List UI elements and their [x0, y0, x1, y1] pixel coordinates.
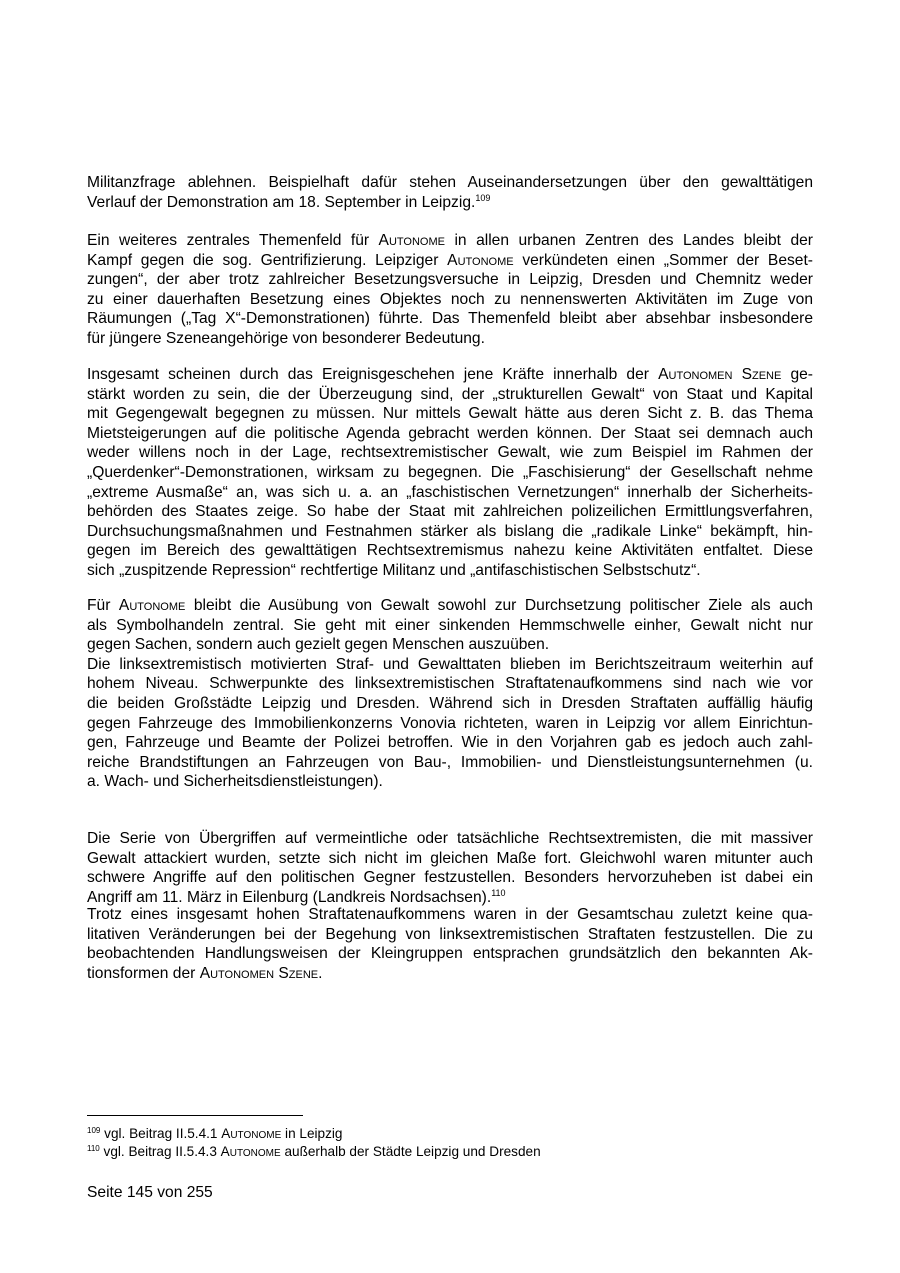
text-run: Verlauf der Demonstration am 18. September in Leipzig. [87, 193, 476, 211]
text-line [87, 193, 813, 213]
page-number: Seite 145 von 255 [87, 1184, 213, 1201]
text-line [87, 173, 813, 193]
text-line [87, 925, 813, 945]
text-line [87, 772, 813, 792]
text-line [87, 463, 813, 483]
text-run: Durchsuchungsmaßnahmen und Festnahmen stärker als bislang die „radikale Linke“ bekämpft, hin- [87, 522, 813, 540]
text-line [87, 404, 813, 424]
footnote-reference: 110 [491, 887, 506, 898]
text-run: „extreme Ausmaße“ an, was sich u. a. an „faschistischen Vernetzungen“ innerhalb der Sicherheits- [87, 483, 813, 501]
small-caps-term: Autonome [221, 1126, 282, 1141]
text-run: Militanzfrage ablehnen. Beispielhaft dafür stehen Auseinandersetzungen über den gewalttätigen [87, 174, 813, 191]
small-caps-term: Autonome [447, 251, 514, 269]
text-run: in allen urbanen Zentren des Landes bleibt der [444, 232, 813, 249]
text-line [87, 596, 813, 616]
text-run: vgl. Beitrag II.5.4.3 [103, 1144, 221, 1159]
text-line [87, 733, 813, 753]
text-line [87, 329, 813, 349]
text-run: beobachtenden Handlungsweisen der Kleingruppen entsprachen grundsätzlich den bekannten Ak- [87, 945, 813, 963]
footnote-reference: 109 [475, 192, 491, 203]
paragraph-4 [87, 596, 813, 792]
text-line [87, 483, 813, 503]
text-run: . [318, 964, 323, 982]
text-line [87, 964, 813, 984]
text-line [87, 309, 813, 329]
text-run: gegen Fahrzeuge des Immobilienkonzerns Vonovia richteten, waren in Leipzig vor allem Einrichtun- [87, 714, 813, 732]
text-run: hohem Niveau. Schwerpunkte des linksextremistischen Straftatenaufkommens sind nach wie vor [87, 675, 813, 693]
text-line [87, 694, 813, 714]
text-run: sich „zuspitzende Repression“ rechtfertige Militanz und „antifaschistischen Selbstschutz“. [87, 561, 701, 579]
text-run: Mietsteigerungen auf die politische Agenda gebracht werden können. Der Staat sei demnach auch [87, 424, 813, 442]
small-caps-term: Autonomen Szene [658, 366, 782, 383]
text-run: außerhalb der Städte Leipzig und Dresden [280, 1144, 541, 1159]
paragraph-2 [87, 231, 813, 349]
text-run: verkündeten einen „Sommer der Beset- [513, 251, 813, 269]
footnote-separator [87, 1115, 303, 1116]
text-line [87, 635, 813, 655]
footnote-110 [87, 1143, 541, 1160]
text-run: behörden des Staates zeige. So habe der Staat mit zahlreichen polizeilichen Ermittlungsverfahren, [87, 503, 813, 521]
text-line [87, 905, 813, 925]
text-run: schwere Angriffe auf den politischen Gegner festzustellen. Besonders hervorzuheben ist dabei ein [87, 869, 813, 887]
text-run: als Symbolhandeln zentral. Sie geht mit einer sinkenden Hemmschwelle einher, Gewalt nicht nur [87, 616, 813, 634]
paragraph-3 [87, 365, 813, 581]
footnote-number: 109 [87, 1126, 101, 1135]
text-run: weder willens noch in der Lage, rechtsextremistischer Gewalt, wie zum Beispiel im Rahmen der [87, 444, 813, 462]
text-line [87, 753, 813, 773]
text-line [87, 868, 813, 888]
text-line [87, 270, 813, 290]
text-run: a. Wach- und Sicherheitsdienstleistungen). [87, 773, 383, 791]
footnote-number: 110 [87, 1144, 100, 1153]
small-caps-term: Autonome [378, 232, 445, 249]
text-run: tionsformen der [87, 964, 200, 982]
text-run: Die linksextremistisch motivierten Straf- und Gewalttaten blieben im Berichtszeitraum weiterhin auf [87, 655, 813, 673]
text-line [87, 616, 813, 636]
text-run: reiche Brandstiftungen an Fahrzeugen von Bau-, Immobilien- und Dienstleistungsunternehmen (u. [87, 753, 813, 771]
text-run: gen, Fahrzeuge und Beamte der Polizei betroffen. Wie in den Vorjahren gab es jedoch auch zahl- [87, 734, 813, 752]
text-run: für jüngere Szeneangehörige von besonderer Bedeutung. [87, 329, 485, 347]
paragraph-1 [87, 173, 813, 212]
text-run: Räumungen („Tag X“-Demonstrationen) führte. Das Themenfeld bleibt aber absehbar insbesondere [87, 310, 813, 328]
text-run: Ein weiteres zentrales Themenfeld für [87, 232, 379, 249]
text-run: in Leipzig [281, 1126, 343, 1141]
text-line [87, 674, 813, 694]
small-caps-term: Autonome [118, 597, 186, 614]
small-caps-term: Autonomen Szene [199, 964, 319, 982]
text-line [87, 443, 813, 463]
text-run: Insgesamt scheinen durch das Ereignisgeschehen jene Kräfte innerhalb der [87, 366, 659, 383]
text-line [87, 714, 813, 734]
text-line [87, 849, 813, 869]
text-run: zu einer dauerhaften Besetzung eines Objektes noch zu nennenswerten Aktivitäten im Zuge von [87, 290, 813, 308]
text-run: stärkt worden zu sein, die der Überzeugung sind, der „strukturellen Gewalt“ von Staat und Kapital [87, 385, 813, 403]
text-line [87, 502, 813, 522]
text-line [87, 561, 813, 581]
text-line [87, 829, 813, 849]
text-line [87, 251, 813, 271]
text-run: die beiden Großstädte Leipzig und Dresden. Während sich in Dresden Straftaten auffällig häufig [87, 694, 813, 712]
text-line [87, 424, 813, 444]
text-line [87, 655, 813, 675]
paragraph-6 [87, 905, 813, 983]
text-run: bleibt die Ausübung von Gewalt sowohl zur Durchsetzung politischer Ziele als auch [185, 597, 813, 614]
text-run: vgl. Beitrag II.5.4.1 [104, 1126, 222, 1141]
small-caps-term: Autonome [220, 1144, 281, 1159]
text-line [87, 290, 813, 310]
text-run: mit Gegengewalt begegnen zu müssen. Nur mittels Gewalt hätte aus deren Sicht z. B. das Thema [87, 405, 813, 423]
text-run: gegen Sachen, sondern auch gezielt gegen Menschen auszuüben. [87, 636, 550, 654]
text-run: Gewalt attackiert wurden, setzte sich nicht im gleichen Maße fort. Gleichwohl waren mitunter auch [87, 849, 813, 867]
text-line [87, 541, 813, 561]
footnote-109 [87, 1125, 342, 1142]
text-run: Die Serie von Übergriffen auf vermeintliche oder tatsächliche Rechtsextremisten, die mit massiver [87, 830, 813, 847]
text-run: gegen im Bereich des gewalttätigen Rechtsextremismus nahezu keine Aktivitäten entfaltet. Diese [87, 542, 813, 560]
text-run: ge- [781, 366, 813, 383]
text-run: litativen Veränderungen bei der Begehung von linksextremistischen Straftaten festzustellen. Die zu [87, 925, 813, 943]
text-line [87, 944, 813, 964]
paragraph-5 [87, 829, 813, 907]
text-run: Für [87, 597, 119, 614]
text-line [87, 385, 813, 405]
text-run: Angriff am 11. März in Eilenburg (Landkreis Nordsachsen). [87, 888, 492, 906]
text-run: Trotz eines insgesamt hohen Straftatenaufkommens waren in der Gesamtschau zuletzt keine qua- [87, 906, 813, 923]
text-run: zungen“, der aber trotz zahlreicher Besetzungsversuche in Leipzig, Dresden und Chemnitz weder [87, 271, 813, 289]
text-line [87, 365, 813, 385]
text-line [87, 522, 813, 542]
text-line [87, 231, 813, 251]
text-run: „Querdenker“-Demonstrationen, wirksam zu begegnen. Die „Faschisierung“ der Gesellschaft nehme [87, 463, 813, 481]
text-run: Kampf gegen die sog. Gentrifizierung. Leipziger [87, 251, 448, 269]
